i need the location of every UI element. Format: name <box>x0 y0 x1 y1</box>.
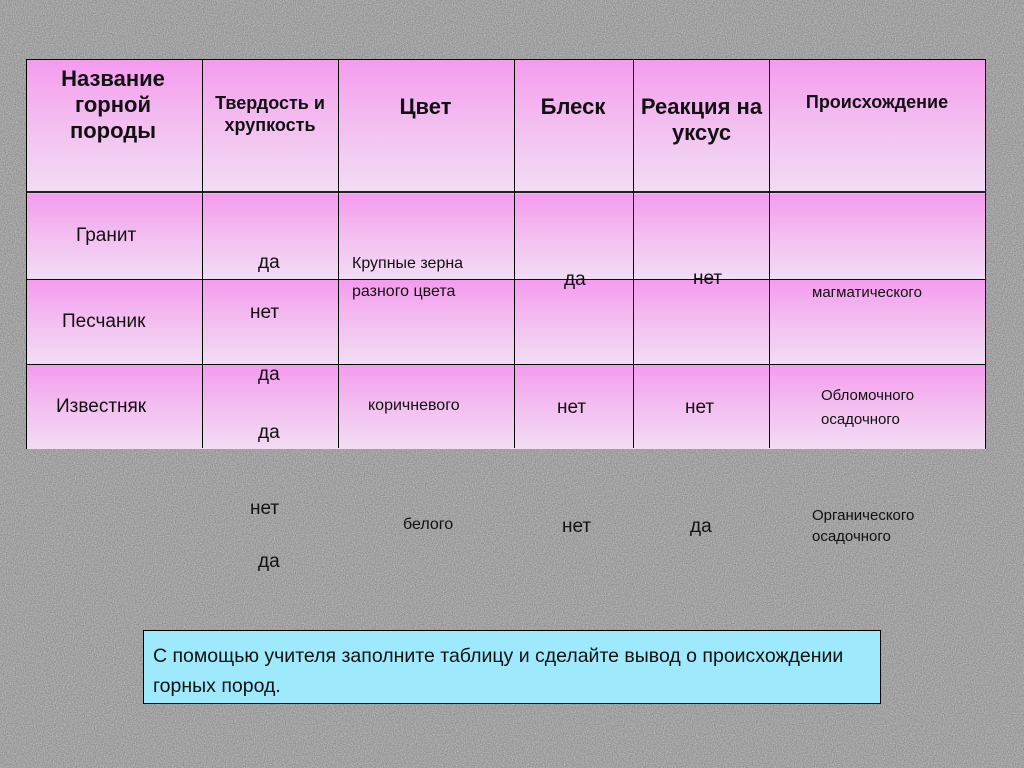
answer-luster: нет <box>557 397 587 418</box>
rock-name-granite: Гранит <box>76 225 137 246</box>
answer-color: коричневого <box>368 397 460 414</box>
answer-color: Крупные зерна разного цвета <box>352 255 464 300</box>
rock-name-sandstone: Песчаник <box>62 311 146 332</box>
answer-reaction: да <box>690 516 712 537</box>
answer-luster: да <box>564 269 586 290</box>
header-reaction: Реакция на уксус <box>640 94 763 145</box>
answer-hardness: нет <box>250 302 280 323</box>
column-divider <box>202 60 203 448</box>
answer-color: белого <box>403 516 454 533</box>
header-color: Цвет <box>399 94 452 119</box>
header-luster: Блеск <box>540 94 606 119</box>
instruction-text: С помощью учителя заполните таблицу и сделайте вывод о происхождении горных пород. <box>153 645 844 697</box>
answer-hardness: да <box>258 551 280 572</box>
column-divider <box>769 60 770 448</box>
answer-origin: магматического <box>812 284 922 301</box>
answer-reaction: нет <box>693 268 723 289</box>
header-origin: Происхождение <box>805 92 949 112</box>
answer-hardness: да <box>258 364 280 385</box>
header-rock-name: Название горной породы <box>61 66 165 143</box>
answer-origin: Обломочного осадочного <box>821 387 915 428</box>
answer-hardness: да <box>258 422 280 443</box>
answer-origin: Органического осадочного <box>812 507 915 545</box>
instruction-box <box>143 630 881 704</box>
rock-name-limestone: Известняк <box>56 396 147 417</box>
answer-hardness: нет <box>250 498 280 519</box>
answer-luster: нет <box>562 516 592 537</box>
header-hardness: Твердость и хрупкость <box>215 93 325 135</box>
answer-reaction: нет <box>685 397 715 418</box>
answer-hardness: да <box>258 252 280 273</box>
